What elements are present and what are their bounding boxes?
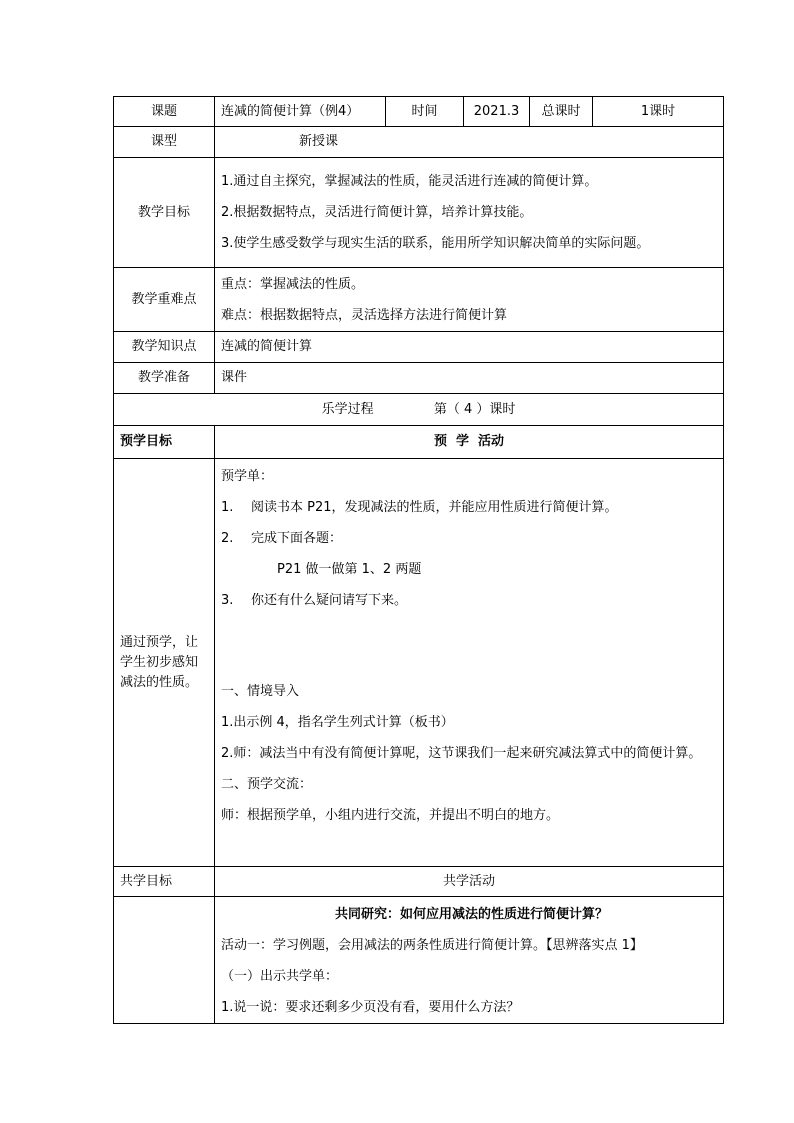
type-value: 新授课 bbox=[215, 127, 724, 158]
preview-header-row bbox=[114, 426, 724, 459]
knowledge-label: 教学知识点 bbox=[114, 332, 215, 363]
coop-header-row bbox=[114, 867, 724, 897]
objectives-label: 教学目标 bbox=[114, 158, 215, 268]
process-header bbox=[114, 394, 724, 426]
section1-item: 1.出示例 4，指名学生列式计算（板书） bbox=[221, 715, 454, 730]
activity1-text: 活动一：学习例题，会用减法的两条性质进行简便计算。【思辨落实点 1】 bbox=[221, 938, 643, 953]
coop-sheet-title: （一）出示共学单： bbox=[221, 969, 339, 984]
coop-activity-header: 共学活动 bbox=[215, 867, 724, 897]
preview-item: 1. 阅读书本 P21，发现减法的性质，并能应用性质进行简便计算。 bbox=[221, 500, 618, 515]
difficulties-label: 教学重难点 bbox=[114, 268, 215, 332]
section2-text: 师：根据预学单，小组内进行交流，并提出不明白的地方。 bbox=[221, 808, 560, 823]
key-point: 重点：掌握减法的性质。 bbox=[221, 276, 365, 292]
objectives-row bbox=[114, 158, 724, 268]
lesson-plan-table bbox=[113, 96, 724, 1024]
prep-value: 课件 bbox=[215, 363, 724, 394]
preview-item: P21 做一做第 1、2 两题 bbox=[277, 562, 422, 577]
section1-title: 一、情境导入 bbox=[221, 684, 300, 699]
total-hours-value: 1课时 bbox=[593, 97, 724, 127]
time-label: 时间 bbox=[386, 97, 464, 127]
prep-label: 教学准备 bbox=[114, 363, 215, 394]
prep-row bbox=[114, 363, 724, 394]
knowledge-row bbox=[114, 332, 724, 363]
hard-point: 难点：根据数据特点，灵活选择方法进行简便计算 bbox=[221, 307, 508, 323]
objectives-content bbox=[215, 158, 724, 268]
coop-goal-text bbox=[114, 897, 215, 1024]
difficulties-content bbox=[215, 268, 724, 332]
coop-goal-header: 共学目标 bbox=[114, 867, 215, 897]
topic-label: 课题 bbox=[114, 97, 215, 127]
preview-activity-header: 预 学 活动 bbox=[215, 426, 724, 459]
section1-item: 2.师：减法当中有没有简便计算呢，这节课我们一起来研究减法算式中的简便计算。 bbox=[221, 746, 702, 761]
process-title: 乐学过程 bbox=[321, 401, 374, 417]
objective-item: 3.使学生感受数学与现实生活的联系，能用所学知识解决简单的实际问题。 bbox=[221, 236, 650, 251]
objective-item: 2.根据数据特点，灵活进行简便计算，培养计算技能。 bbox=[221, 205, 533, 220]
total-hours-label: 总课时 bbox=[530, 97, 593, 127]
preview-content-row bbox=[114, 459, 724, 867]
type-row bbox=[114, 127, 724, 158]
preview-activity-content bbox=[215, 459, 724, 867]
research-title: 共同研究：如何应用减法的性质进行简便计算？ bbox=[335, 907, 609, 922]
time-value: 2021.3 bbox=[464, 97, 530, 127]
coop-question-1: 1.说一说：要求还剩多少页没有看，要用什么方法？ bbox=[221, 1000, 520, 1015]
objective-item: 1.通过自主探究，掌握减法的性质，能灵活进行连减的简便计算。 bbox=[221, 174, 598, 189]
preview-item: 2. 完成下面各题： bbox=[221, 531, 343, 546]
topic-value: 连减的简便计算（例4） bbox=[215, 97, 386, 127]
preview-item: 3. 你还有什么疑问请写下来。 bbox=[221, 593, 408, 608]
header-row bbox=[114, 97, 724, 127]
difficulties-row bbox=[114, 268, 724, 332]
section2-title: 二、预学交流： bbox=[221, 777, 313, 792]
lesson-number: 第（ 4 ）课时 bbox=[433, 401, 516, 417]
process-row bbox=[114, 394, 724, 426]
preview-goal-text: 通过预学，让学生初步感知减法的性质。 bbox=[114, 459, 215, 867]
type-label: 课型 bbox=[114, 127, 215, 158]
preview-sheet-title: 预学单： bbox=[221, 469, 274, 484]
coop-activity-content bbox=[215, 897, 724, 1024]
coop-content-row bbox=[114, 897, 724, 1024]
knowledge-value: 连减的简便计算 bbox=[215, 332, 724, 363]
preview-goal-header: 预学目标 bbox=[114, 426, 215, 459]
